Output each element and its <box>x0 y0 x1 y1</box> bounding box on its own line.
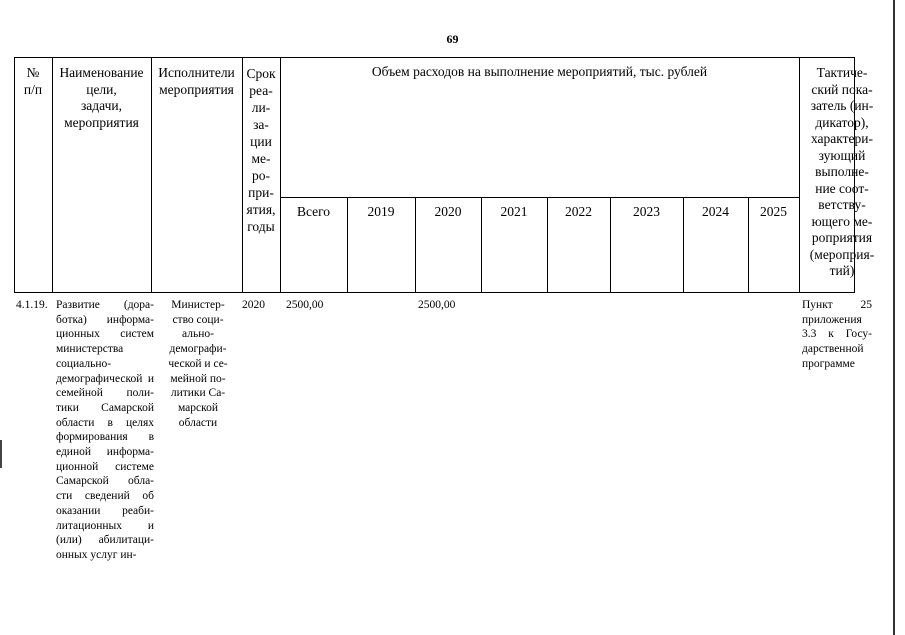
header-term: Срок реа- ли- за- ции ме- ро- при- ятия, годы <box>246 66 276 234</box>
header-bottom-border <box>14 292 855 293</box>
header-executors: Исполнители мероприятия <box>158 65 235 97</box>
header-indicator: Тактиче- ский пока- затель (ин- дикатор), характери- зующий выполне- ние соот- ветству- ющего ме- роприятия (мероприя- тий) <box>809 65 875 278</box>
table-top-border <box>14 57 855 58</box>
header-total: Всего <box>296 204 331 219</box>
header-year: 2021 <box>500 204 528 219</box>
row-number: 4.1.19. <box>16 299 48 311</box>
header-year: 2022 <box>565 204 592 219</box>
page-number: 69 <box>446 32 459 46</box>
header-year: 2025 <box>760 204 787 219</box>
row-total: 2500,00 <box>286 299 324 311</box>
row-name: Развитие (дора- ботка) информа- ционных систем министерства социально- демографической и семейной поли- тики Самарской области в целях формирования в единой информа- ционной системе Самарской обла- сти сведений об оказании реаби- литационных и (или) абилитаци- онных услуг ин- <box>56 299 154 561</box>
row-indicator: Пункт 25 приложения 3.3 к Госу- дарственной программе <box>802 299 872 370</box>
header-num: № п/п <box>23 65 43 97</box>
row-2020: 2500,00 <box>418 299 456 311</box>
volume-subheader-line <box>280 197 799 198</box>
header-year: 2024 <box>702 204 729 219</box>
header-year: 2023 <box>633 204 660 219</box>
header-name: Наименование цели, задачи, мероприятия <box>59 65 144 130</box>
row-term: 2020 <box>242 299 265 311</box>
col-border <box>280 57 281 293</box>
page-edge <box>893 0 895 635</box>
header-year: 2019 <box>367 204 395 219</box>
row-executor: Министер- ство соци- ально- демографи- ческой и се- мейной по- литики Са- марской области <box>168 299 228 429</box>
scan-mark <box>0 440 2 468</box>
header-volume: Объем расходов на выполнение мероприятий, тыс. рублей <box>371 64 708 79</box>
header-year: 2020 <box>434 204 462 219</box>
